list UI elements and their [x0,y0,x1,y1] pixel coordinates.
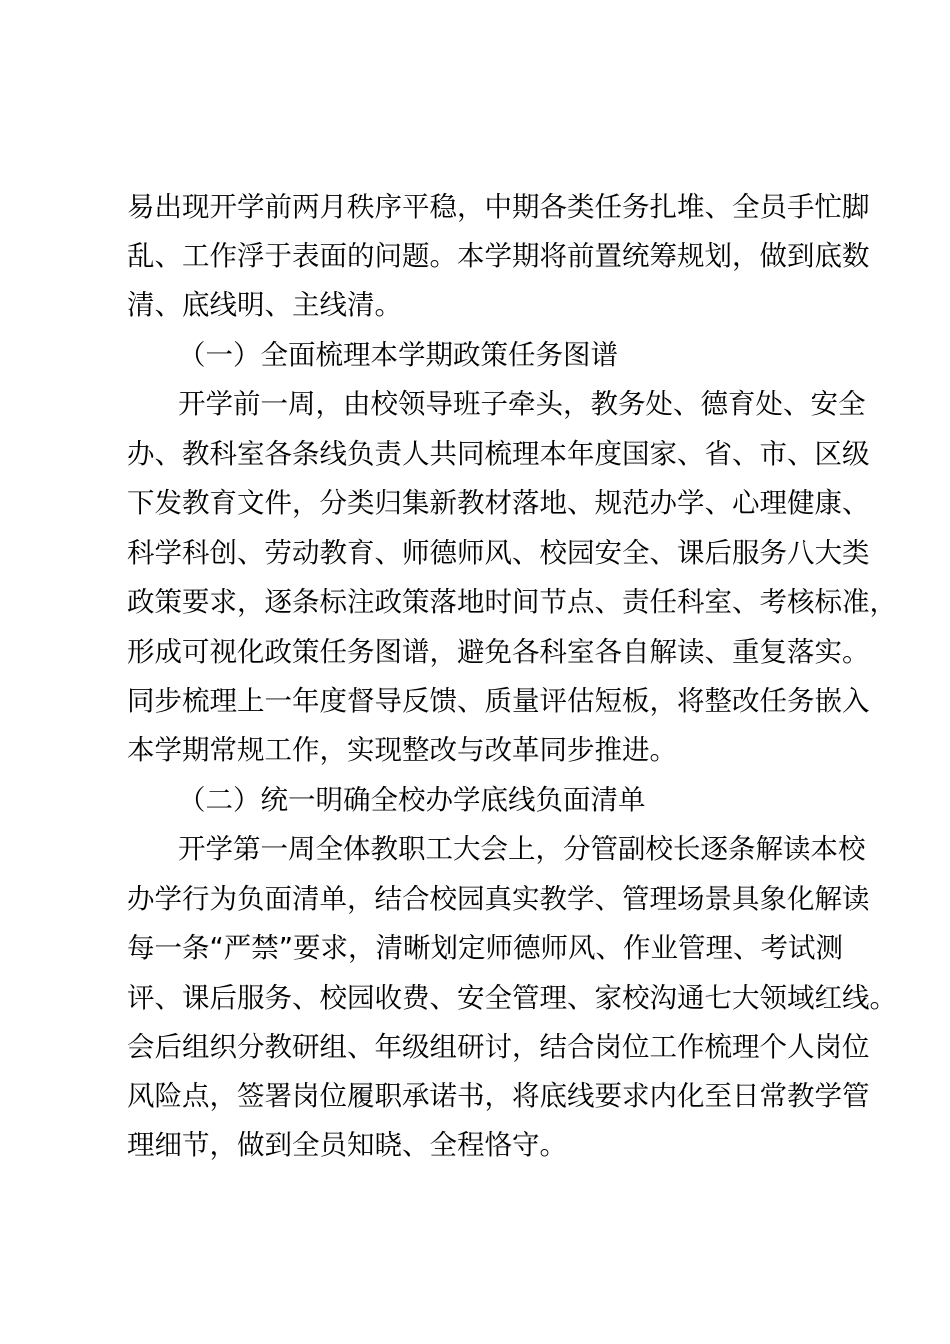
body-text-line: 科学科创、劳动教育、师德师风、校园安全、课后服务八大类 [127,537,870,569]
body-text-line: 易出现开学前两月秩序平稳，中期各类任务扎堆、全员手忙脚 [127,191,870,223]
body-text-line: 乱、工作浮于表面的问题。本学期将前置统筹规划，做到底数 [127,240,870,272]
section-heading-2: （二）统一明确全校办学底线负面清单 [178,784,646,816]
body-text-line: 会后组织分教研组、年级组研讨，结合岗位工作梳理个人岗位 [127,1031,870,1063]
body-text-line: 同步梳理上一年度督导反馈、质量评估短板，将整改任务嵌入 [127,685,870,717]
body-text-line: 办、教科室各条线负责人共同梳理本年度国家、省、市、区级 [127,438,870,470]
body-text-line: 评、课后服务、校园收费、安全管理、家校沟通七大领域红线。 [127,982,897,1014]
body-text-line: 政策要求，逐条标注政策落地时间节点、责任科室、考核标准， [127,586,897,618]
body-text-line: 下发教育文件，分类归集新教材落地、规范办学、心理健康、 [127,487,870,519]
body-text-line: 清、底线明、主线清。 [127,289,402,321]
body-text-line: 开学第一周全体教职工大会上，分管副校长逐条解读本校 [178,833,866,865]
body-text-line: 开学前一周，由校领导班子牵头，教务处、德育处、安全 [178,388,866,420]
body-text-line: 办学行为负面清单，结合校园真实教学、管理场景具象化解读 [127,883,870,915]
section-heading-1: （一）全面梳理本学期政策任务图谱 [178,339,618,371]
body-text-line: 理细节，做到全员知晓、全程恪守。 [127,1129,567,1161]
body-text-line: 每一条“严禁”要求，清晰划定师德师风、作业管理、考试测 [127,932,843,964]
body-text-line: 形成可视化政策任务图谱，避免各科室各自解读、重复落实。 [127,636,870,668]
body-text-line: 本学期常规工作，实现整改与改革同步推进。 [127,734,677,766]
body-text-line: 风险点，签署岗位履职承诺书，将底线要求内化至日常教学管 [127,1080,870,1112]
